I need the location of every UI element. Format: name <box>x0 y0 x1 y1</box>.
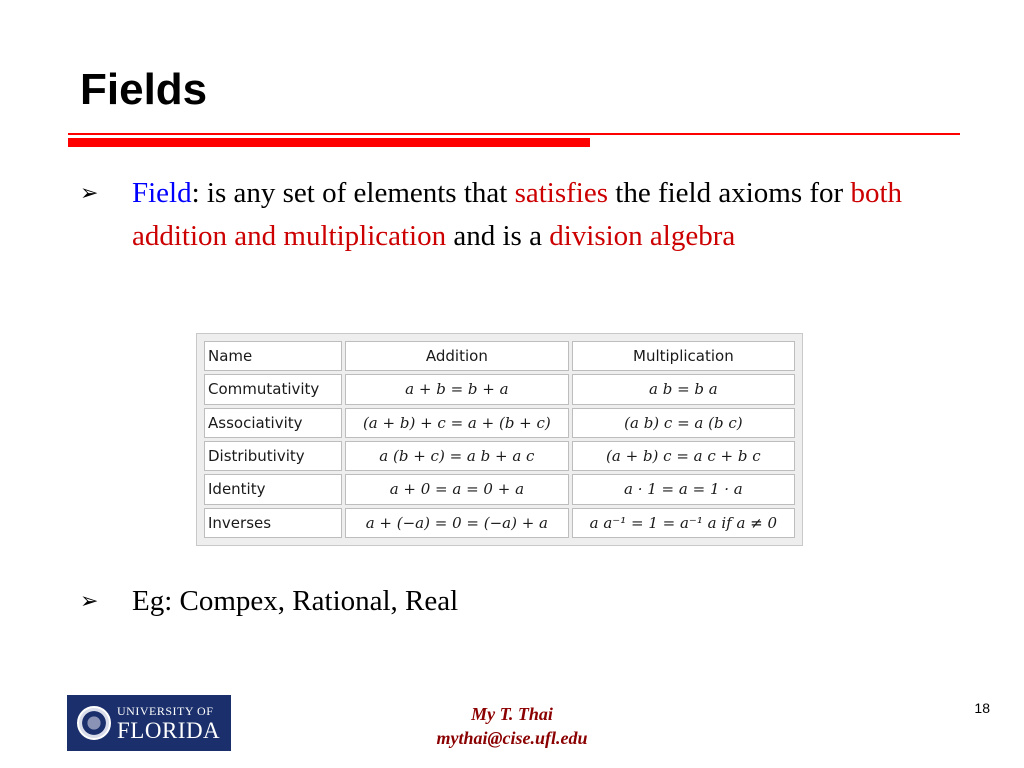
title-underline-thick <box>68 138 590 147</box>
field-term: Field <box>132 177 192 209</box>
university-logo <box>67 695 231 751</box>
arrowhead-bullet-icon: ➢ <box>80 181 99 206</box>
axiom-name: Commutativity <box>204 374 342 404</box>
addition-formula: a (b + c) = a b + a c <box>345 441 569 471</box>
multiplication-formula: a · 1 = a = 1 · a <box>572 474 795 504</box>
logo-line-1: UNIVERSITY OF <box>117 703 214 718</box>
axiom-name: Identity <box>204 474 342 504</box>
multiplication-formula: (a b) c = a (b c) <box>572 408 795 438</box>
table-row <box>204 441 795 471</box>
bullet-text-part: and is a <box>446 220 550 252</box>
author-email: mythai@cise.ufl.edu <box>436 728 588 748</box>
highlight-satisfies: satisfies <box>514 177 609 209</box>
slide-title: Fields <box>80 65 208 114</box>
logo-line-2: FLORIDA <box>117 717 221 743</box>
multiplication-formula: a a⁻¹ = 1 = a⁻¹ a if a ≠ 0 <box>572 508 795 538</box>
multiplication-formula: (a + b) c = a c + b c <box>572 441 795 471</box>
table-row <box>204 474 795 504</box>
table-row <box>204 408 795 438</box>
addition-formula: (a + b) + c = a + (b + c) <box>345 408 569 438</box>
multiplication-formula: a b = b a <box>572 374 795 404</box>
bullet-text <box>132 172 922 258</box>
header-name: Name <box>204 341 342 371</box>
highlight-division-algebra: division algebra <box>549 220 736 252</box>
highlight-operations: both addition and multiplication <box>132 177 902 252</box>
axiom-name: Associativity <box>204 408 342 438</box>
bullet-text: Eg: Compex, Rational, Real <box>132 585 459 617</box>
axiom-name: Inverses <box>204 508 342 538</box>
arrowhead-bullet-icon: ➢ <box>80 589 99 614</box>
title-underline-thin <box>68 133 960 135</box>
table-row <box>204 508 795 538</box>
footer-author <box>362 702 662 750</box>
axiom-name: Distributivity <box>204 441 342 471</box>
university-seal-icon <box>77 706 111 740</box>
header-multiplication: Multiplication <box>572 341 795 371</box>
page-number: 18 <box>974 700 990 716</box>
addition-formula: a + 0 = a = 0 + a <box>345 474 569 504</box>
header-addition: Addition <box>345 341 569 371</box>
addition-formula: a + b = b + a <box>345 374 569 404</box>
table-row <box>204 374 795 404</box>
logo-wordmark <box>117 705 220 742</box>
bullet-text-part: : is any set of elements that <box>191 177 515 209</box>
author-name: My T. Thai <box>471 704 553 724</box>
addition-formula: a + (−a) = 0 = (−a) + a <box>345 508 569 538</box>
field-axioms-table <box>196 333 803 546</box>
axioms-grid <box>201 338 798 541</box>
bullet-text-part: the field axioms for <box>608 177 851 209</box>
table-header-row <box>204 341 795 371</box>
